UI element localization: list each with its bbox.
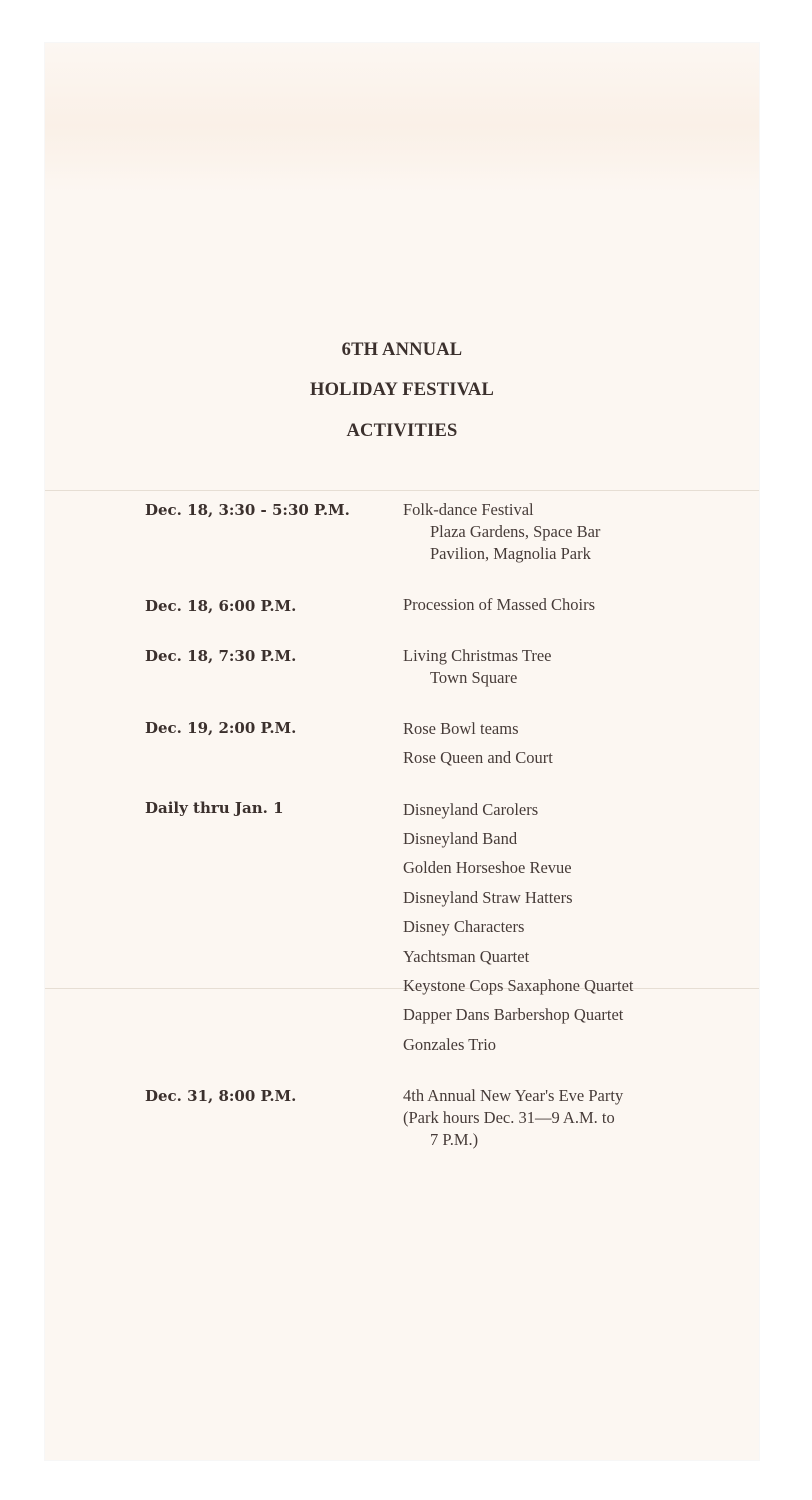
activity-item: Dapper Dans Barbershop Quartet [403,1005,624,1024]
fold-line [45,490,759,491]
fold-line [45,988,759,989]
activity-location: Town Square [430,668,518,687]
title-line-3: ACTIVITIES [346,421,458,441]
activity-note: 7 P.M.) [430,1130,479,1149]
activity-item: Keystone Cops Saxaphone Quartet [403,976,634,995]
activity-item: Disneyland Straw Hatters [403,888,573,907]
title-line-1: 6TH ANNUAL [341,340,463,360]
activity-item: Gonzales Trio [403,1035,497,1054]
activity-title: Living Christmas Tree [403,646,552,665]
activity-location: Pavilion, Magnolia Park [430,544,591,563]
title-line-2: HOLIDAY FESTIVAL [310,380,494,400]
activity-item: Yachtsman Quartet [403,947,530,966]
activity-title: 4th Annual New Year's Eve Party [403,1086,624,1105]
activity-item: Disneyland Carolers [403,800,539,819]
activity-note: (Park hours Dec. 31—9 A.M. to [403,1108,615,1127]
activity-location: Plaza Gardens, Space Bar [430,522,601,541]
activity-item: Disneyland Band [403,829,518,848]
activity-item: Rose Bowl teams [403,719,519,738]
program-sheet [45,43,759,1460]
activity-title: Folk-dance Festival [403,500,534,519]
schedule-date: Dec. 18, 7:30 P.M. [145,647,297,665]
schedule-date: Dec. 18, 6:00 P.M. [145,597,297,615]
activity-item: Golden Horseshoe Revue [403,858,572,877]
schedule-date: Dec. 18, 3:30 - 5:30 P.M. [145,501,350,519]
paper-stain [45,43,759,193]
activity-item: Disney Characters [403,917,525,936]
activity-title: Procession of Massed Choirs [403,595,596,614]
schedule-date: Daily thru Jan. 1 [145,799,284,817]
schedule-date: Dec. 19, 2:00 P.M. [145,719,297,737]
schedule-date: Dec. 31, 8:00 P.M. [145,1087,297,1105]
activity-item: Rose Queen and Court [403,748,553,767]
